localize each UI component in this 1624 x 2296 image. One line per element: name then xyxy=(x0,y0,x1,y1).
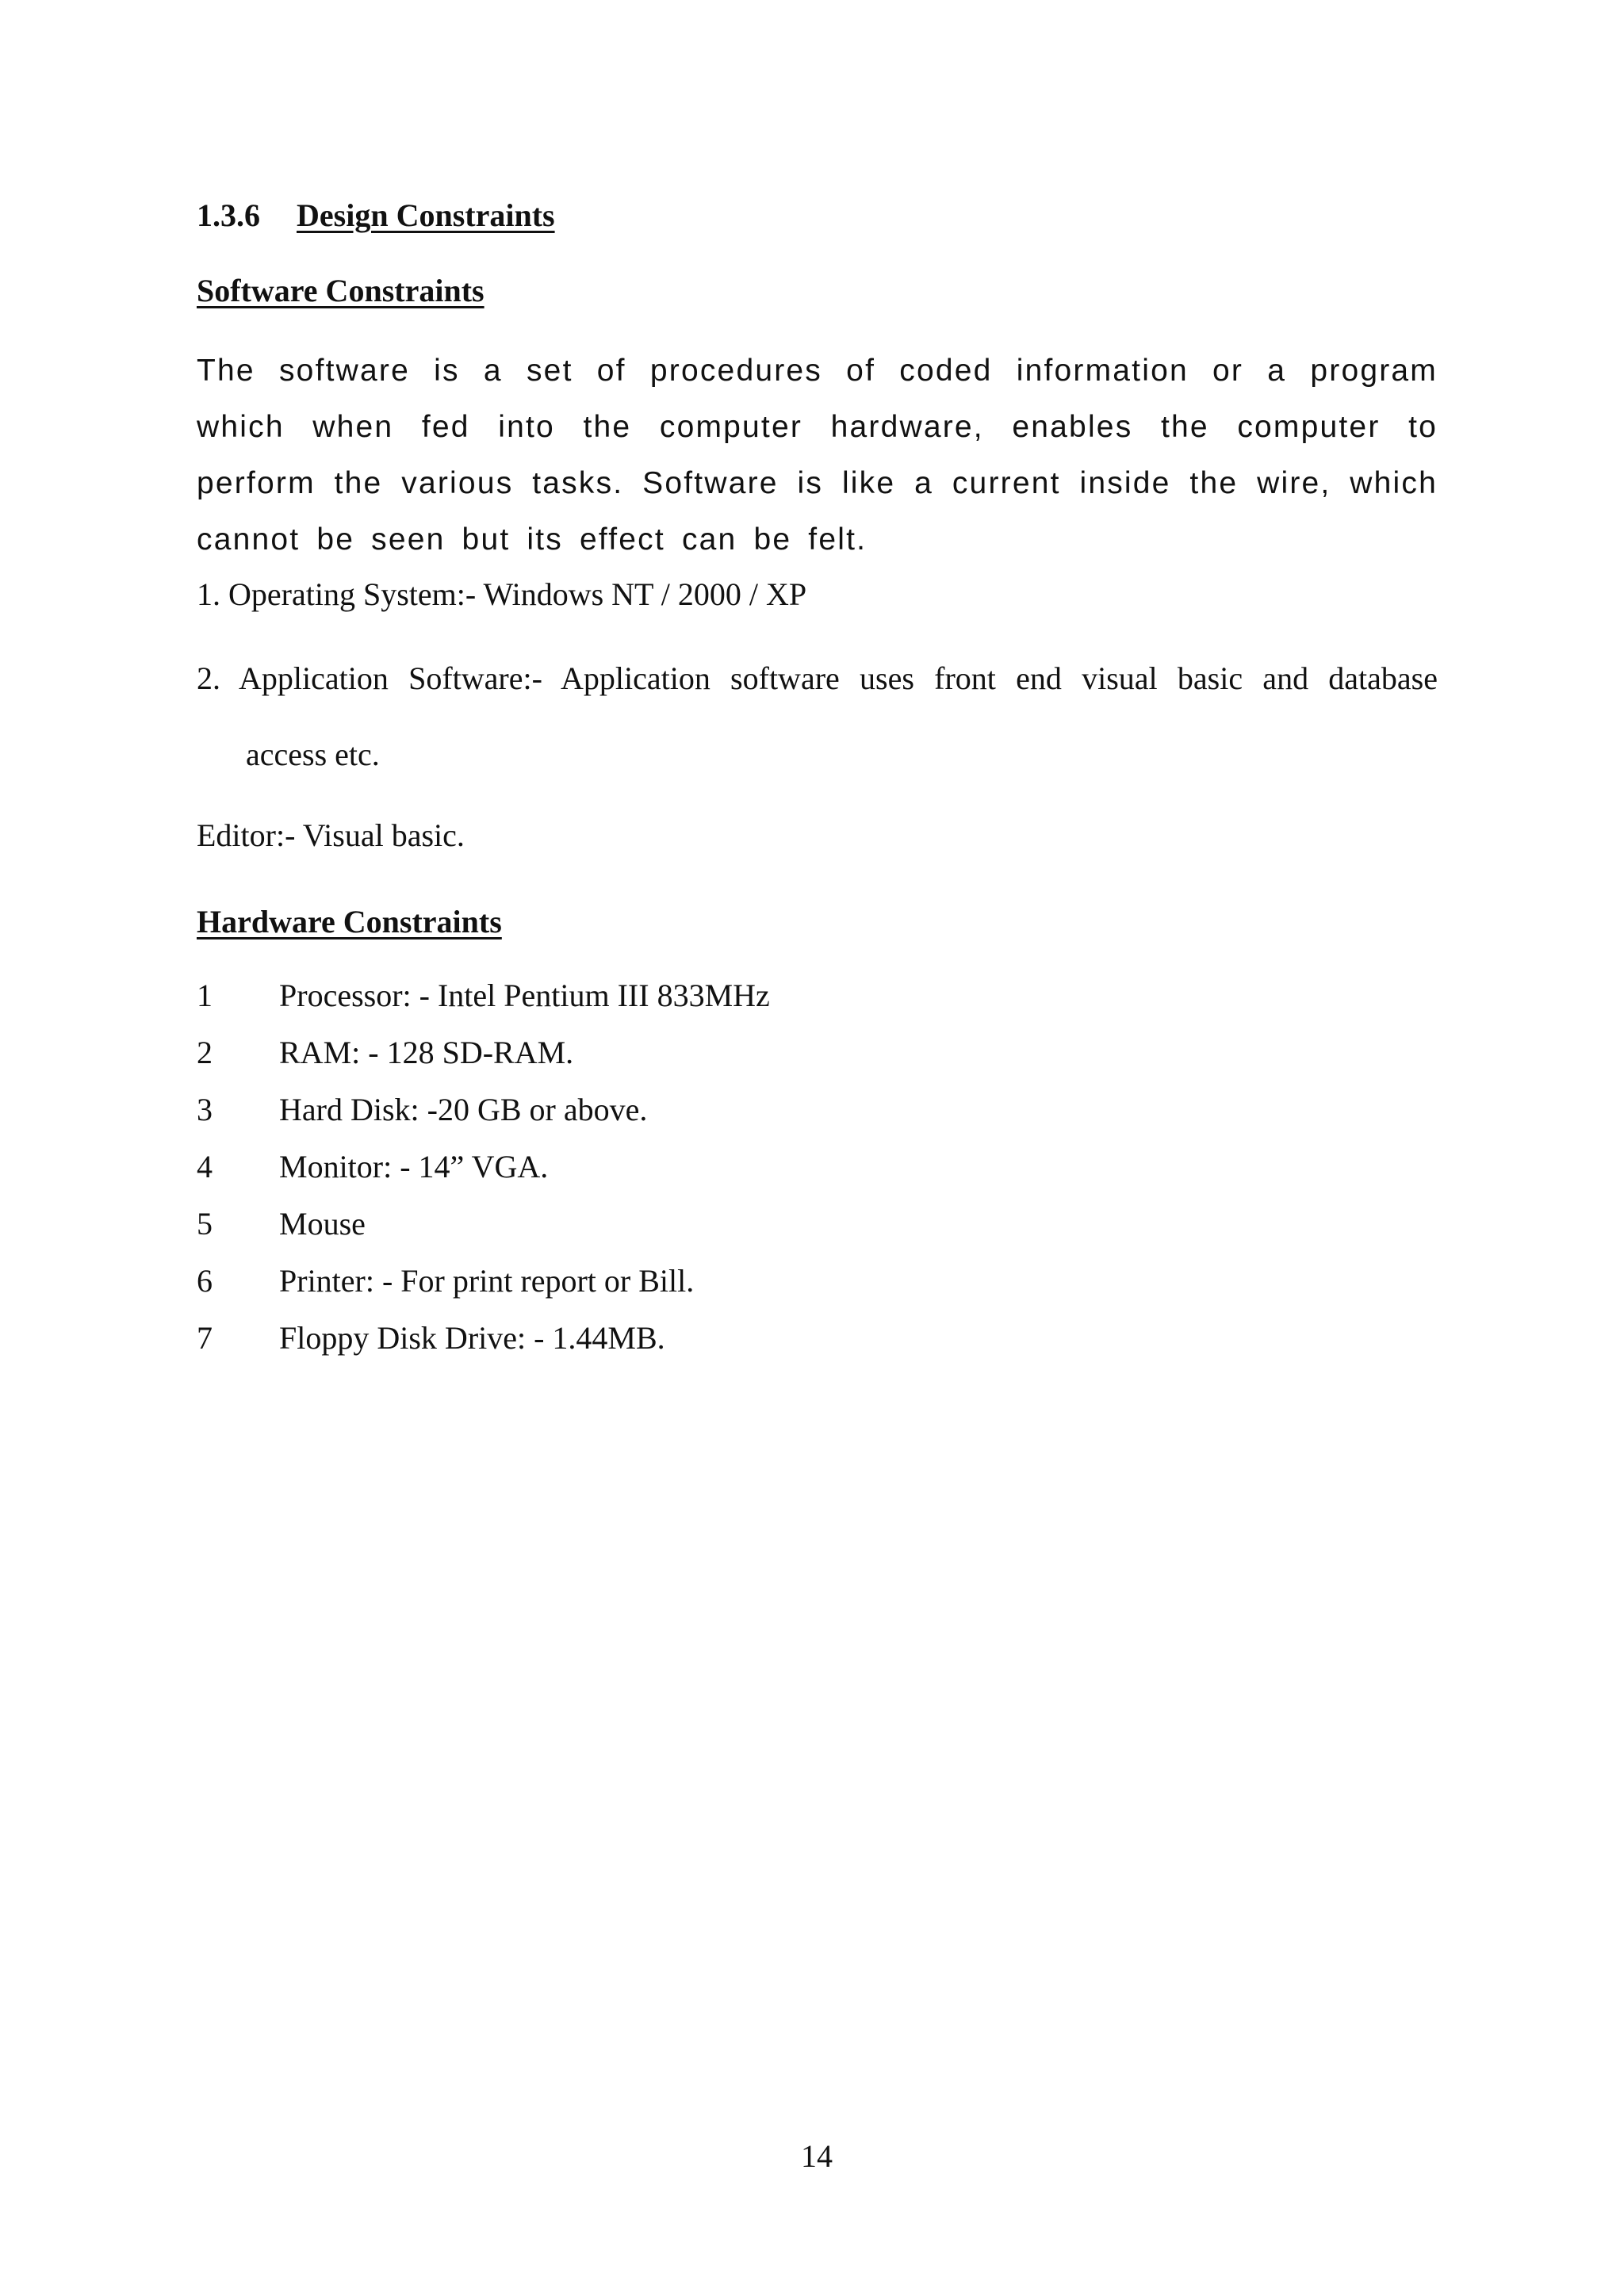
section-title: Design Constraints xyxy=(297,197,555,233)
hardware-item-number: 3 xyxy=(197,1092,213,1127)
hardware-item-number: 4 xyxy=(197,1149,213,1184)
hardware-item-text: RAM: - 128 SD-RAM. xyxy=(279,1035,574,1070)
hardware-item-number: 7 xyxy=(197,1320,213,1356)
hardware-item-text: Floppy Disk Drive: - 1.44MB. xyxy=(279,1320,665,1356)
application-software-line: 2. Application Software:- Application software uses front end visual basic and database xyxy=(197,660,1438,696)
operating-system-line: 1. Operating System:- Windows NT / 2000 / XP xyxy=(197,576,807,612)
software-description-paragraph: The software is a set of procedures of coded information or a program which when fed into the computer hardware, enables the computer to perform the various tasks. Software is like a current inside the wire, which cannot be seen but its effect can be felt. xyxy=(197,354,1438,557)
hardware-item-number: 6 xyxy=(197,1263,213,1299)
hardware-item-text: Monitor: - 14” VGA. xyxy=(279,1149,549,1184)
page-number: 14 xyxy=(801,2138,833,2174)
application-software-line-continued: access etc. xyxy=(246,737,380,772)
hardware-list xyxy=(197,977,770,1376)
hardware-item-text: Mouse xyxy=(279,1206,366,1242)
hardware-item-number: 2 xyxy=(197,1035,213,1070)
hardware-item-text: Processor: - Intel Pentium III 833MHz xyxy=(279,978,770,1013)
hardware-item-number: 1 xyxy=(197,978,213,1013)
hardware-item-number: 5 xyxy=(197,1206,213,1242)
section-number: 1.3.6 xyxy=(197,197,260,233)
hardware-item xyxy=(197,1034,770,1091)
hardware-item xyxy=(197,1319,770,1376)
hardware-constraints-heading: Hardware Constraints xyxy=(197,904,502,939)
hardware-item-text: Printer: - For print report or Bill. xyxy=(279,1263,695,1299)
software-constraints-heading: Software Constraints xyxy=(197,273,485,308)
editor-line: Editor:- Visual basic. xyxy=(197,817,465,853)
hardware-item xyxy=(197,977,770,1034)
hardware-item-text: Hard Disk: -20 GB or above. xyxy=(279,1092,648,1127)
hardware-item xyxy=(197,1148,770,1205)
hardware-item xyxy=(197,1205,770,1262)
hardware-item xyxy=(197,1262,770,1319)
hardware-item xyxy=(197,1091,770,1148)
